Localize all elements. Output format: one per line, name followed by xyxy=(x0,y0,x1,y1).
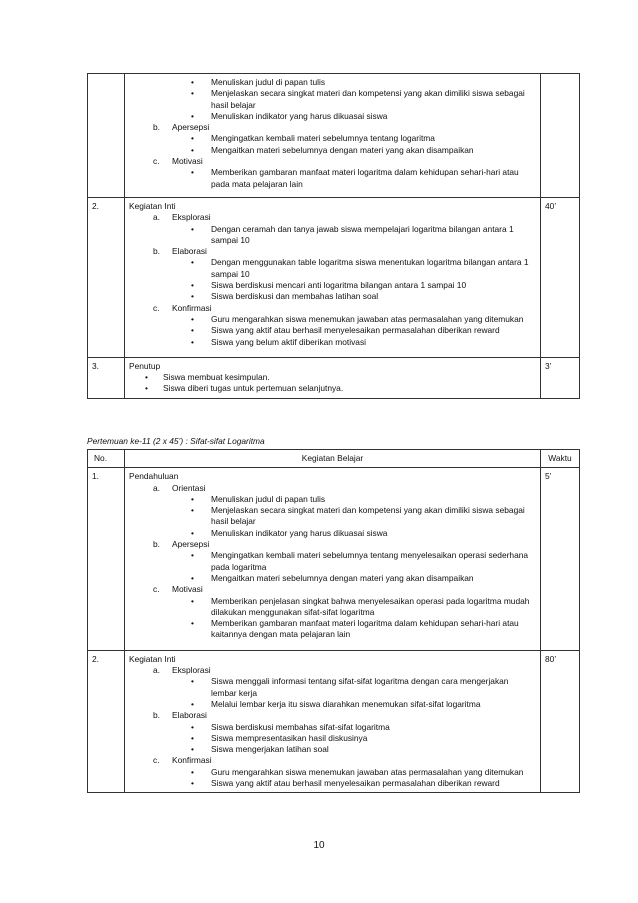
activity-cell xyxy=(125,74,541,198)
bullet-icon: • xyxy=(191,144,194,155)
step-heading: a. Orientasi xyxy=(153,482,206,493)
bullet-icon: • xyxy=(145,383,148,394)
bullet-item: • Guru mengarahkan siswa menemukan jawaban atas permasalahan yang ditemukan xyxy=(191,766,524,777)
step-heading: a. Eksplorasi xyxy=(153,665,211,676)
table-row xyxy=(88,197,580,357)
bullet-icon: • xyxy=(191,721,194,732)
bullet-item: • Memberikan gambaran manfaat materi logaritma dalam kehidupan sehari-hari atau pada mata pelajaran lain xyxy=(191,167,519,189)
bullet-item: • Siswa diberi tugas untuk pertemuan selanjutnya. xyxy=(145,383,344,394)
bullet-item: • Menuliskan indikator yang harus dikuasai siswa xyxy=(191,527,388,538)
bullet-item: • Menjelaskan secara singkat materi dan kompetensi yang akan dimiliki siswa sebagai hasil belajar xyxy=(191,88,525,110)
step-heading: c. Motivasi xyxy=(153,156,203,167)
row-title: Kegiatan Inti xyxy=(129,653,176,664)
bullet-icon: • xyxy=(191,336,194,347)
bullet-icon: • xyxy=(191,572,194,583)
bullet-icon: • xyxy=(191,88,194,99)
bullet-item: • Mengaitkan materi sebelumnya dengan materi yang akan disampaikan xyxy=(191,572,474,583)
bullet-item: • Siswa berdiskusi dan membahas latihan soal xyxy=(191,291,379,302)
bullet-item: • Siswa menggali informasi tentang sifat-sifat logaritma dengan cara mengerjakan lembar kerja xyxy=(191,676,509,698)
bullet-item: • Dengan ceramah dan tanya jawab siswa mempelajari logaritma bilangan antara 1 sampai 10 xyxy=(191,223,514,245)
bullet-item: • Menuliskan judul di papan tulis xyxy=(191,493,326,504)
bullet-icon: • xyxy=(191,527,194,538)
time-cell: 40’ xyxy=(541,197,580,357)
time-cell: 3’ xyxy=(541,357,580,398)
bullet-icon: • xyxy=(191,77,194,87)
bullet-icon: • xyxy=(191,257,194,268)
row-title: Pendahuluan xyxy=(129,471,179,482)
bullet-item: • Mengingatkan kembali materi sebelumnya tentang menyelesaikan operasi sederhana pada logaritma xyxy=(191,550,529,572)
step-heading: b. Elaborasi xyxy=(153,710,207,721)
bullet-icon: • xyxy=(191,744,194,755)
activity-cell xyxy=(125,197,541,357)
row-number-cell: 2. xyxy=(88,650,125,793)
table-header-row xyxy=(88,450,580,468)
bullet-icon: • xyxy=(191,133,194,144)
bullet-icon: • xyxy=(191,766,194,777)
bullet-icon: • xyxy=(191,505,194,516)
bullet-icon: • xyxy=(191,110,194,121)
row-title: Penutup xyxy=(129,360,161,371)
bullet-item: • Siswa berdiskusi membahas sifat-sifat logaritma xyxy=(191,721,390,732)
bullet-icon: • xyxy=(191,698,194,709)
bullet-icon: • xyxy=(191,313,194,324)
step-heading: b. Apersepsi xyxy=(153,122,210,133)
meeting-caption: Pertemuan ke-11 (2 x 45’) : Sifat-sifat Logaritma xyxy=(87,436,265,446)
bullet-icon: • xyxy=(191,595,194,606)
step-heading: a. Eksplorasi xyxy=(153,212,211,223)
bullet-item: • Siswa mempresentasikan hasil diskusinya xyxy=(191,732,368,743)
header-activity: Kegiatan Belajar xyxy=(125,450,541,468)
lesson-table-meeting-10 xyxy=(87,73,580,399)
bullet-icon: • xyxy=(191,550,194,561)
bullet-item: • Menuliskan indikator yang harus dikuasai siswa xyxy=(191,110,388,121)
bullet-item: • Menjelaskan secara singkat materi dan kompetensi yang akan dimiliki siswa sebagai hasil belajar xyxy=(191,505,525,527)
bullet-item: • Siswa membuat kesimpulan. xyxy=(145,372,270,383)
bullet-item: • Siswa yang aktif atau berhasil menyelesaikan permasalahan diberikan reward xyxy=(191,778,500,789)
bullet-icon: • xyxy=(145,372,148,383)
bullet-icon: • xyxy=(191,167,194,178)
activity-cell xyxy=(125,468,541,650)
bullet-icon: • xyxy=(191,325,194,336)
row-number-cell: 3. xyxy=(88,357,125,398)
time-cell: 5’ xyxy=(541,468,580,650)
bullet-item: • Siswa yang aktif atau berhasil menyelesaikan permasalahan diberikan reward xyxy=(191,325,500,336)
row-title: Kegiatan Inti xyxy=(129,200,176,211)
table-row xyxy=(88,468,580,650)
header-time: Waktu xyxy=(541,450,580,468)
table-row xyxy=(88,357,580,398)
table-row xyxy=(88,74,580,198)
bullet-icon: • xyxy=(191,223,194,234)
table-row xyxy=(88,650,580,793)
step-heading: b. Apersepsi xyxy=(153,539,210,550)
bullet-item: • Siswa berdiskusi mencari anti logaritma bilangan antara 1 sampai 10 xyxy=(191,280,467,291)
bullet-icon: • xyxy=(191,676,194,687)
bullet-item: • Memberikan penjelasan singkat bahwa menyelesaikan operasi pada logaritma mudah dilakukan menggunakan sifat-sifat logaritma xyxy=(191,595,530,617)
time-cell: 80’ xyxy=(541,650,580,793)
activity-cell xyxy=(125,650,541,793)
row-number-cell: 1. xyxy=(88,468,125,650)
row-number-cell xyxy=(88,74,125,198)
step-heading: c. Konfirmasi xyxy=(153,755,212,766)
bullet-icon: • xyxy=(191,291,194,302)
bullet-item: • Dengan menggunakan table logaritma siswa menentukan logaritma bilangan antara 1 sampai 10 xyxy=(191,257,529,279)
header-no: No. xyxy=(88,450,125,468)
step-heading: c. Konfirmasi xyxy=(153,302,212,313)
bullet-icon: • xyxy=(191,618,194,629)
activity-cell xyxy=(125,357,541,398)
step-heading: b. Elaborasi xyxy=(153,246,207,257)
time-cell xyxy=(541,74,580,198)
step-heading: c. Motivasi xyxy=(153,584,203,595)
bullet-icon: • xyxy=(191,493,194,504)
bullet-item: • Mengaitkan materi sebelumnya dengan materi yang akan disampaikan xyxy=(191,144,474,155)
bullet-item: • Mengingatkan kembali materi sebelumnya tentang logaritma xyxy=(191,133,435,144)
lesson-table-meeting-11 xyxy=(87,449,580,793)
bullet-item: • Memberikan gambaran manfaat materi logaritma dalam kehidupan sehari-hari atau kaitannya dengan mata pelajaran lain xyxy=(191,618,519,640)
bullet-icon: • xyxy=(191,732,194,743)
bullet-item: • Menuliskan judul di papan tulis xyxy=(191,77,326,87)
bullet-item: • Siswa yang belum aktif diberikan motivasi xyxy=(191,336,367,347)
bullet-item: • Melalui lembar kerja itu siswa diarahkan menemukan sifat-sifat logaritma xyxy=(191,698,481,709)
bullet-icon: • xyxy=(191,778,194,789)
page-number: 10 xyxy=(313,840,325,851)
bullet-icon: • xyxy=(191,280,194,291)
bullet-item: • Guru mengarahkan siswa menemukan jawaban atas permasalahan yang ditemukan xyxy=(191,313,524,324)
bullet-item: • Siswa mengerjakan latihan soal xyxy=(191,744,329,755)
row-number-cell: 2. xyxy=(88,197,125,357)
